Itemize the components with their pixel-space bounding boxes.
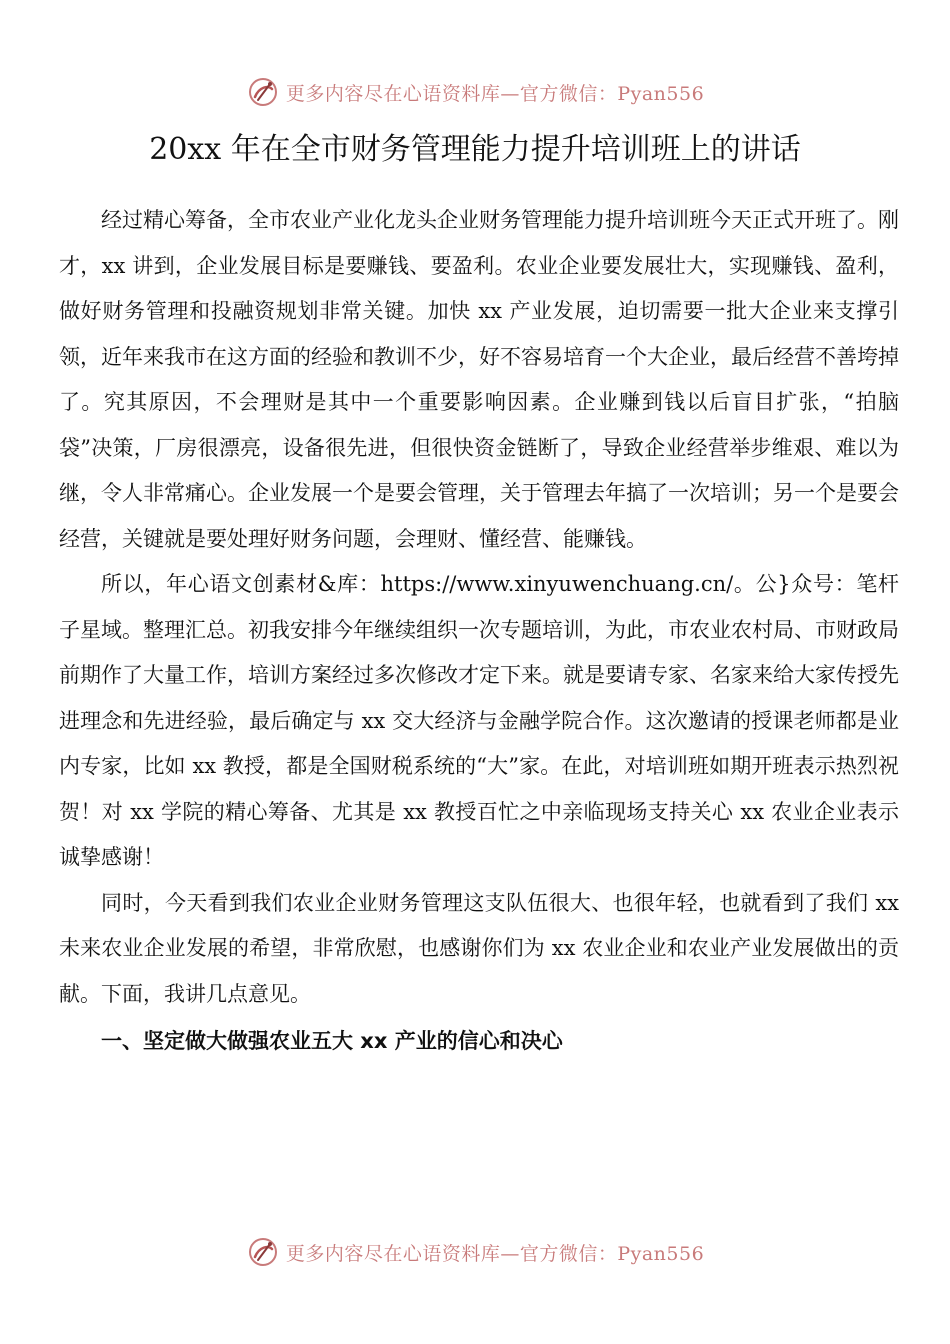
pen-swirl-logo-icon bbox=[246, 75, 280, 109]
body-paragraph-2: 所以，年心语文创素材&库：https://www.xinyuwenchuang.cn/。公}众号：笔杆子星域。整理汇总。初我安排今年继续组织一次专题培训，为此，市农业农村局、市财政局前期作了大量工作，培训方案经过多次修改才定下来。就是要请专家、名家来给大家传授先进理念和先进经验，最后确定与 xx 交大经济与金融学院合作。这次邀请的授课老师都是业内专家，比如 xx 教授，都是全国财税系统的“大”家。在此，对培训班如期开班表示热烈祝贺！对 xx 学院的精心筹备、尤其是 xx 教授百忙之中亲临现场支持关心 xx 农业企业表示诚挚感谢！ bbox=[59, 572, 899, 869]
watermark-text: 更多内容尽在心语资料库—官方微信：Pyan556 bbox=[285, 82, 705, 105]
header-watermark-banner bbox=[0, 72, 950, 112]
watermark-text: 更多内容尽在心语资料库—官方微信：Pyan556 bbox=[285, 1242, 705, 1265]
footer-watermark-banner bbox=[0, 1232, 950, 1272]
pen-swirl-logo-icon bbox=[246, 1235, 280, 1269]
section-heading-1: 一、坚定做大做强农业五大 xx 产业的信心和决心 bbox=[101, 1029, 563, 1053]
body-paragraph-3: 同时，今天看到我们农业企业财务管理这支队伍很大、也很年轻，也就看到了我们 xx 未来农业企业发展的希望，非常欣慰，也感谢你们为 xx 农业企业和农业产业发展做出的贡献。下面，我讲几点意见。 bbox=[59, 890, 899, 1006]
document-title: 20xx 年在全市财务管理能力提升培训班上的讲话 bbox=[149, 132, 801, 167]
document-body bbox=[59, 198, 899, 1065]
body-paragraph-1: 经过精心筹备，全市农业产业化龙头企业财务管理能力提升培训班今天正式开班了。刚才，xx 讲到，企业发展目标是要赚钱、要盈利。农业企业要发展壮大，实现赚钱、盈利，做好财务管理和投融资规划非常关键。加快 xx 产业发展，迫切需要一批大企业来支撑引领，近年来我市在这方面的经验和教训不少，好不容易培育一个大企业，最后经营不善垮掉了。究其原因，不会理财是其中一个重要影响因素。企业赚到钱以后盲目扩张，“拍脑袋”决策，厂房很漂亮，设备很先进，但很快资金链断了，导致企业经营举步维艰、难以为继，令人非常痛心。企业发展一个是要会管理，关于管理去年搞了一次培训；另一个是要会经营，关键就是要处理好财务问题，会理财、懂经营、能赚钱。 bbox=[59, 208, 899, 551]
